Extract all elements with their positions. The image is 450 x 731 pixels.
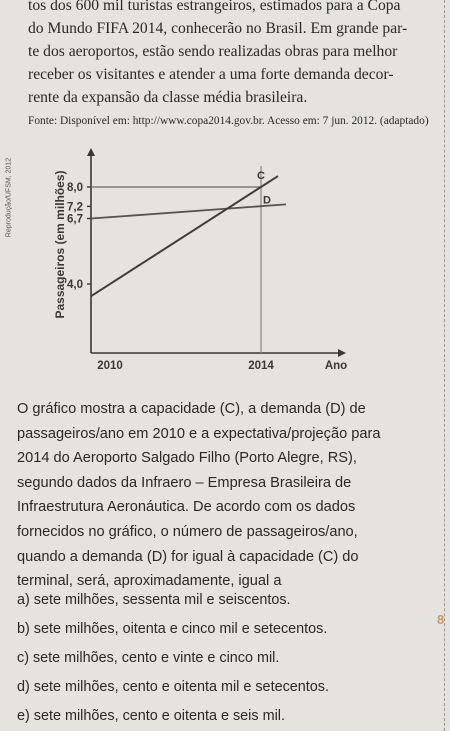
stem-line: terminal, será, aproximadamente, igual a xyxy=(17,573,282,590)
x-tick-label: 2014 xyxy=(248,360,274,372)
option-c[interactable]: c) sete milhões, cento e vinte e cinco mil. xyxy=(17,650,280,666)
stem-line: segundo dados da Infraero – Empresa Brasileira de xyxy=(17,474,352,491)
series-c-line xyxy=(91,176,278,296)
passage xyxy=(28,0,423,109)
y-axis-arrow xyxy=(87,148,95,156)
question-number: 8 xyxy=(437,612,445,627)
y-tick-label: 4,0 xyxy=(67,279,83,291)
x-axis-title: Ano xyxy=(324,360,348,372)
stem-line: fornecidos no gráfico, o número de passageiros/ano, xyxy=(17,523,358,540)
option-b[interactable]: b) sete milhões, oitenta e cinco mil e setecentos. xyxy=(17,621,328,637)
passage-line: te dos aeroportos, estão sendo realizadas obras para melhor xyxy=(28,43,398,60)
passage-line: rente da expansão da classe média brasileira. xyxy=(28,89,308,106)
series-d-line xyxy=(91,204,286,218)
source-citation: Fonte: Disponível em: http://www.copa2014.gov.br. Acesso em: 7 jun. 2012. (adaptado) xyxy=(28,115,429,127)
page-edge-divider xyxy=(444,0,445,731)
stem-line: quando a demanda (D) for igual à capacidade (C) do xyxy=(17,548,359,565)
option-d[interactable]: d) sete milhões, cento e oitenta mil e setecentos. xyxy=(17,679,329,695)
option-e[interactable]: e) sete milhões, cento e oitenta e seis mil. xyxy=(17,708,285,724)
stem-line: Infraestrutura Aeronáutica. De acordo com os dados xyxy=(17,499,356,516)
line-chart xyxy=(50,136,370,376)
series-d-label: D xyxy=(263,194,271,207)
x-axis-arrow xyxy=(338,349,346,357)
y-tick-label: 7,2 xyxy=(67,201,83,214)
series-c-label: C xyxy=(257,170,265,182)
passage-line: tos dos 600 mil turistas estrangeiros, estimados para a Copa xyxy=(28,0,401,14)
question-stem xyxy=(17,397,417,594)
y-axis-title: Passageiros (em milhões) xyxy=(53,170,67,319)
passage-line: do Mundo FIFA 2014, conhecerão no Brasil. Em grande par- xyxy=(28,20,408,37)
y-tick-label: 6,7 xyxy=(67,213,83,226)
passage-line: receber os visitantes e atender a uma forte demanda decor- xyxy=(28,66,394,83)
x-tick-label: 2010 xyxy=(97,360,123,372)
image-credit: Reprodução/UFSM, 2012 xyxy=(5,157,13,238)
stem-line: 2014 do Aeroporto Salgado Filho (Porto Alegre, RS), xyxy=(17,450,357,467)
option-a[interactable]: a) sete milhões, sessenta mil e seiscentos. xyxy=(17,592,291,608)
stem-line: O gráfico mostra a capacidade (C), a demanda (D) de xyxy=(17,401,366,417)
y-tick-label: 8,0 xyxy=(67,182,83,194)
stem-line: passageiros/ano em 2010 e a expectativa/projeção para xyxy=(17,425,381,442)
